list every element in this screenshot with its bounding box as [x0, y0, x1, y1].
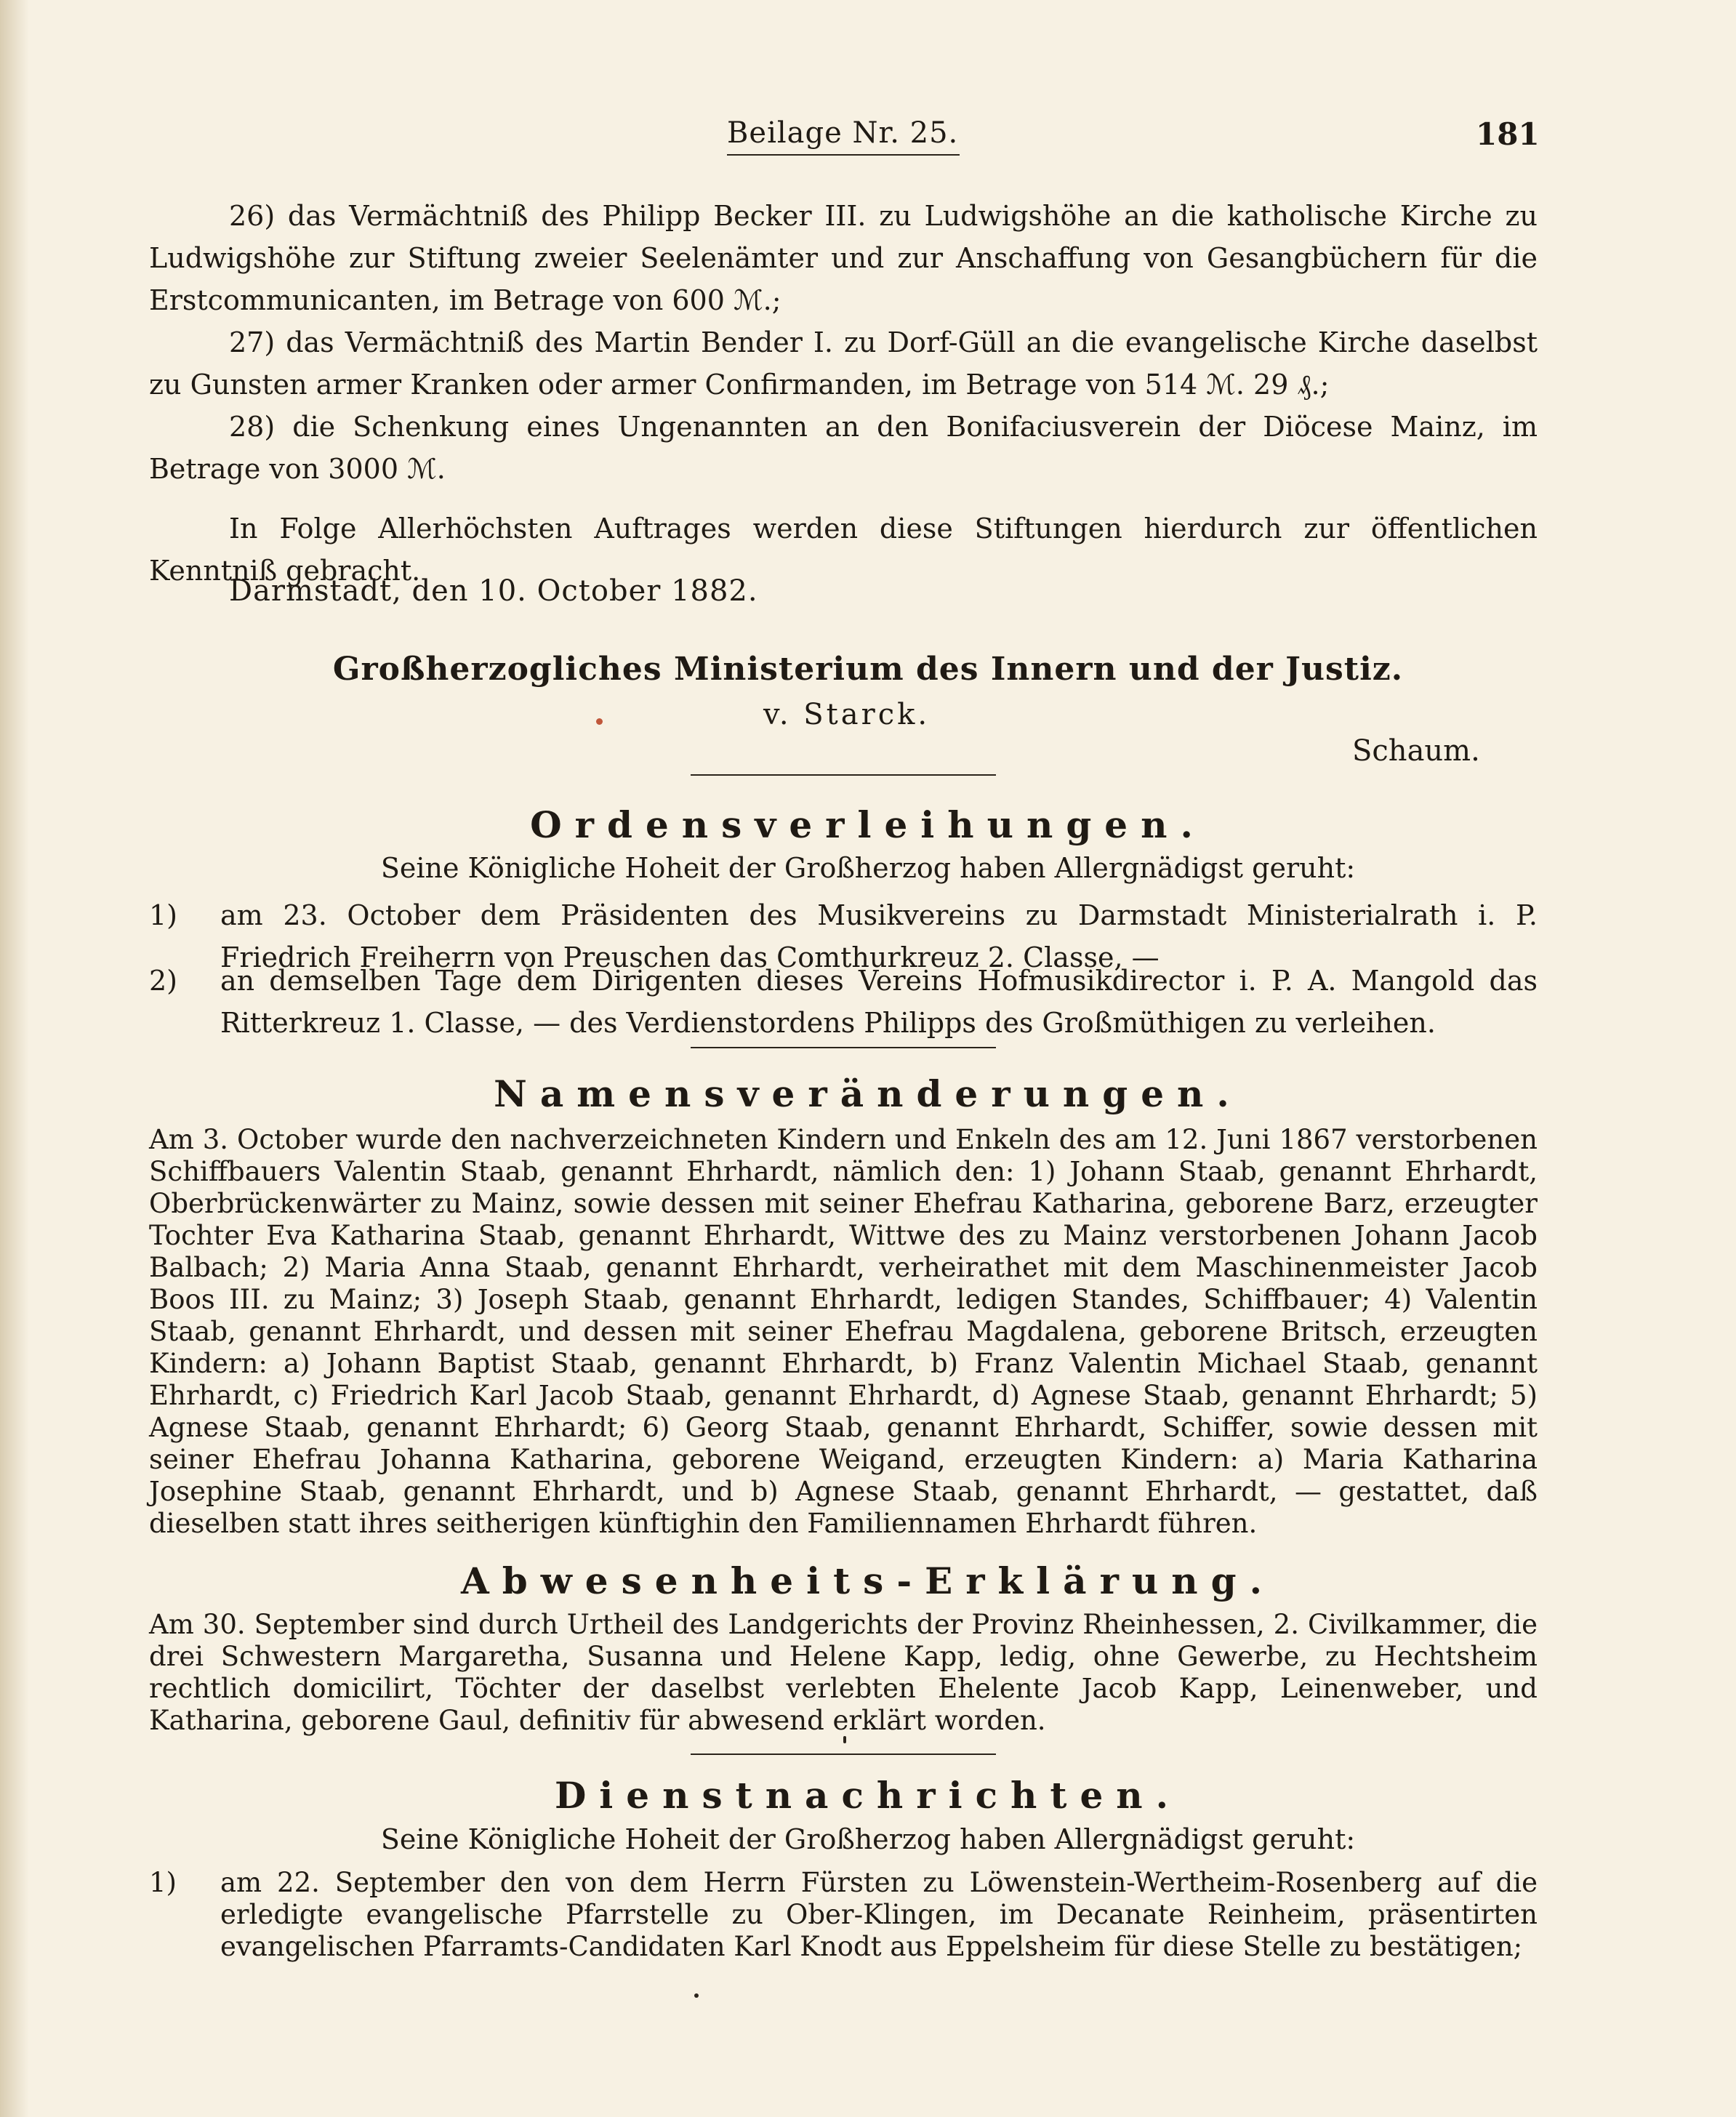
dienstnachrichten-intro: Seine Königliche Hoheit der Großherzog haben Allergnädigst geruht: — [380, 1823, 1356, 1855]
item-number: 2) — [149, 965, 178, 997]
ordensverleihungen-intro: Seine Königliche Hoheit der Großherzog haben Allergnädigst geruht: — [380, 852, 1356, 884]
foundation-item-28: 28) die Schenkung eines Ungenannten an den Bonifaciusverein der Diöcese Mainz, im Betrage von 3000 ℳ. — [149, 411, 1538, 485]
item-text: an demselben Tage dem Dirigenten dieses Vereins Hofmusikdirector i. P. A. Mangold das Ritterkreuz 1. Classe, — des Verdienstordens Philipps des Großmüthigen zu verleihen. — [220, 965, 1538, 1039]
foundation-item-27: 27) das Vermächtniß des Martin Bender I. zu Dorf-Güll an die evangelische Kirche daselbst zu Gunsten armer Kranken oder armer Confirmanden, im Betrage von 514 ℳ. 29 ₰.; — [149, 326, 1538, 401]
ordensverleihungen-item-2 — [149, 960, 1538, 1044]
foundations-list — [149, 195, 1538, 592]
running-title: Beilage Nr. 25. — [727, 116, 959, 150]
ink-spot — [596, 718, 603, 725]
section-divider — [691, 1754, 996, 1755]
date-line: Darmstadt, den 10. October 1882. — [229, 574, 758, 608]
item-number: 1) — [149, 899, 178, 931]
heading-ordensverleihungen: Ordensverleihungen. — [530, 803, 1206, 846]
abwesenheit-text: Am 30. September sind durch Urtheil des Landgerichts der Provinz Rheinhessen, 2. Civilkammer, die drei Schwestern Margaretha, Susanna und Helene Kapp, ledig, ohne Gewerbe, zu Hechtsheim rechtlich domicilirt, Töchter der daselbst verlebten Ehelente Jacob Kapp, Leinenweber, und Katharina, geborene Gaul, definitiv für abwesend erklärt worden. — [149, 1609, 1538, 1736]
heading-dienstnachrichten: Dienstnachrichten. — [554, 1774, 1182, 1817]
foundations-closing: In Folge Allerhöchsten Auftrages werden diese Stiftungen hierdurch zur öffentlichen Kenntniß gebracht. — [149, 513, 1538, 587]
heading-namensveraenderungen: Namensveränderungen. — [494, 1072, 1242, 1115]
item-text: am 23. October dem Präsidenten des Musikvereins zu Darmstadt Ministerialrath i. P. Friedrich Freiherrn von Preuschen das Comthurkreuz 2. Classe, — — [220, 899, 1538, 973]
heading-abwesenheit: Abwesenheits-Erklärung. — [461, 1559, 1275, 1602]
foundation-item-26: 26) das Vermächtniß des Philipp Becker III. zu Ludwigshöhe an die katholische Kirche zu Ludwigshöhe zur Stiftung zweier Seelenämter und zur Anschaffung von Gesangbüchern für die Erstcommunicanten, im Betrage von 600 ℳ.; — [149, 200, 1538, 316]
page-number: 181 — [1476, 116, 1540, 152]
item-text: am 22. September den von dem Herrn Fürsten zu Löwenstein-Wertheim-Rosenberg auf die erledigte evangelische Pfarrstelle zu Ober-Klingen, im Decanate Reinheim, präsentirten evangelischen Pfarramts-Candidaten Karl Knodt aus Eppelsheim für diese Stelle zu bestätigen; — [220, 1867, 1538, 1962]
namensveraenderungen-text: Am 3. October wurde den nachverzeichneten Kindern und Enkeln des am 12. Juni 1867 verstorbenen Schiffbauers Valentin Staab, genannt Ehrhardt, nämlich den: 1) Johann Staab, genannt Ehrhardt, Oberbrückenwärter zu Mainz, sowie dessen mit seiner Ehefrau Katharina, geborene Barz, erzeugter Tochter Eva Katharina Staab, genannt Ehrhardt, Wittwe des zu Mainz verstorbenen Johann Jacob Balbach; 2) Maria Anna Staab, genannt Ehrhardt, verheirathet mit dem Maschinenmeister Jacob Boos III. zu Mainz; 3) Joseph Staab, genannt Ehrhardt, ledigen Standes, Schiffbauer; 4) Valentin Staab, genannt Ehrhardt, und dessen mit seiner Ehefrau Magdalena, geborene Britsch, erzeugten Kindern: a) Johann Baptist Staab, genannt Ehrhardt, b) Franz Valentin Michael Staab, genannt Ehrhardt, c) Friedrich Karl Jacob Staab, genannt Ehrhardt, d) Agnese Staab, genannt Ehrhardt; 5) Agnese Staab, genannt Ehrhardt; 6) Georg Staab, genannt Ehrhardt, Schiffer, sowie dessen mit seiner Ehefrau Johanna Katharina, geborene Weigand, erzeugten Kindern: a) Maria Katharina Josephine Staab, genannt Ehrhardt, und b) Agnese Staab, genannt Ehrhardt, — gestattet, daß dieselben statt ihres seitherigen künftighin den Familiennamen Ehrhardt führen. — [149, 1124, 1538, 1539]
section-divider — [691, 774, 996, 776]
item-number: 1) — [149, 1867, 177, 1898]
signer-schaum: Schaum. — [1352, 734, 1480, 768]
signer-starck: v. Starck. — [763, 698, 931, 731]
running-title-underline — [727, 154, 960, 156]
section-divider — [691, 1047, 996, 1048]
dienstnachrichten-item-1 — [149, 1867, 1538, 1963]
ministry-signature: Großherzogliches Ministerium des Innern und der Justiz. — [332, 651, 1404, 688]
ink-dot — [694, 1993, 699, 1998]
ink-mark — [843, 1736, 846, 1743]
